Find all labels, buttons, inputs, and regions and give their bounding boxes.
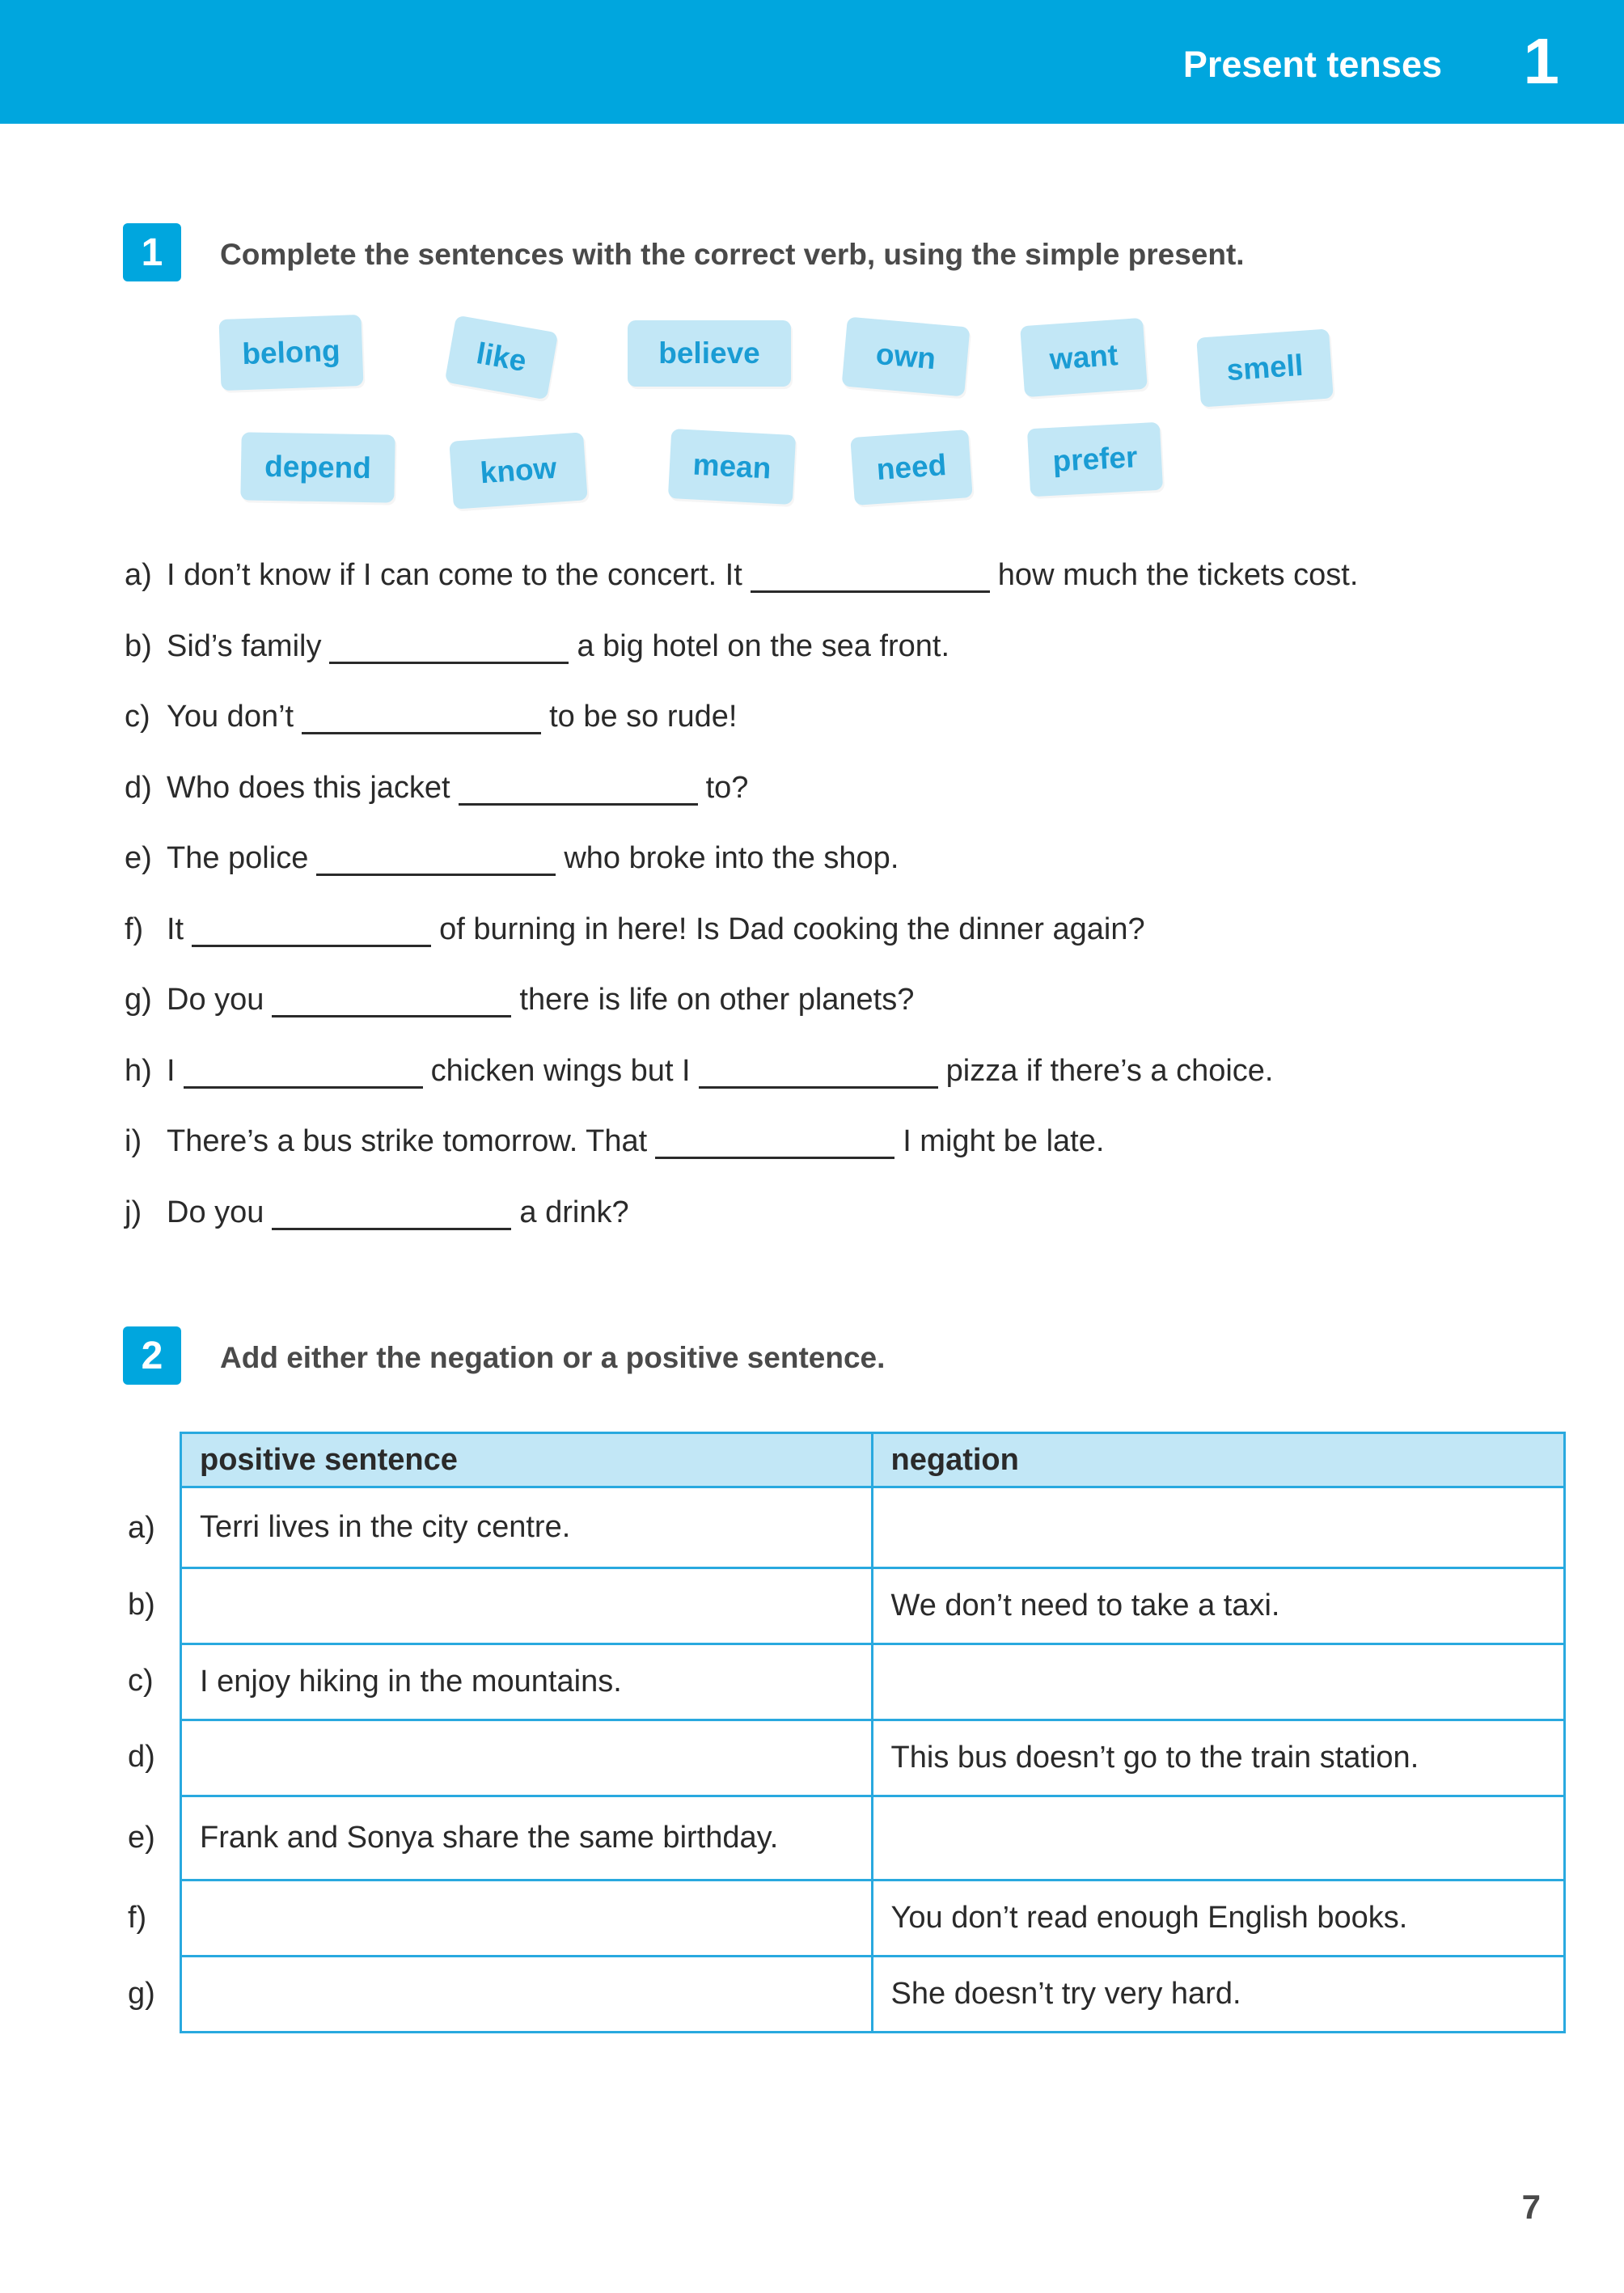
sentence-text: Do you [167, 1195, 264, 1229]
answer-blank[interactable] [272, 1199, 511, 1230]
sentence-text: The police [167, 841, 309, 875]
word-chip: like [445, 315, 559, 400]
sentence-text: I [167, 1054, 176, 1088]
sentence-item [125, 558, 1358, 593]
sentence-text: Do you [167, 983, 264, 1017]
row-label: f) [128, 1901, 147, 1935]
row-label: d) [128, 1740, 155, 1774]
answer-blank[interactable] [272, 986, 511, 1017]
sentence-text: Who does this jacket [167, 771, 450, 805]
word-chip: believe [628, 320, 791, 387]
word-chip: mean [668, 429, 796, 505]
negation-table [180, 1432, 1566, 2033]
sentence-text: how much the tickets cost. [997, 558, 1359, 592]
sentence-item [125, 983, 914, 1017]
word-chip: need [850, 429, 973, 506]
sentence-text: chicken wings but I [430, 1054, 691, 1088]
page-header [0, 0, 1624, 124]
negation-cell[interactable] [872, 1487, 1564, 1568]
sentence-text: there is life on other planets? [519, 983, 915, 1017]
item-label: e) [125, 841, 152, 875]
positive-cell[interactable]: I enjoy hiking in the mountains. [181, 1644, 873, 1720]
answer-blank[interactable] [192, 916, 431, 947]
item-label: j) [125, 1195, 142, 1229]
negation-cell[interactable] [872, 1796, 1564, 1881]
answer-blank[interactable] [316, 844, 556, 876]
sentence-text: You don’t [167, 700, 294, 734]
sentence-text: Sid’s family [167, 629, 322, 663]
positive-cell[interactable] [181, 1568, 873, 1644]
sentence-item [125, 912, 1145, 947]
sentence-text: of burning in here! Is Dad cooking the dinner again? [439, 912, 1145, 946]
item-label: d) [125, 771, 152, 805]
sentence-item [125, 1124, 1104, 1159]
item-label: i) [125, 1124, 142, 1158]
positive-cell[interactable]: Terri lives in the city centre. [181, 1487, 873, 1568]
positive-cell[interactable] [181, 1957, 873, 2033]
word-chip: smell [1196, 328, 1334, 407]
item-label: f) [125, 912, 144, 946]
row-label: a) [128, 1511, 155, 1545]
row-label: e) [128, 1821, 155, 1855]
sentence-text: who broke into the shop. [564, 841, 899, 875]
row-label: b) [128, 1588, 155, 1622]
table-row [181, 1796, 1565, 1881]
table-row [181, 1881, 1565, 1957]
table-row [181, 1487, 1565, 1568]
answer-blank[interactable] [699, 1057, 938, 1089]
table-header-row [181, 1433, 1565, 1487]
answer-blank[interactable] [329, 632, 569, 664]
sentence-item [125, 700, 737, 734]
answer-blank[interactable] [655, 1127, 894, 1159]
table-row [181, 1720, 1565, 1796]
exercise-1-badge: 1 [123, 223, 181, 281]
positive-cell[interactable] [181, 1720, 873, 1796]
item-label: h) [125, 1054, 152, 1088]
negation-cell[interactable]: We don’t need to take a taxi. [872, 1568, 1564, 1644]
word-chip: know [449, 432, 587, 509]
word-chip: want [1020, 318, 1148, 397]
sentence-text: a drink? [519, 1195, 629, 1229]
sentence-text: pizza if there’s a choice. [945, 1054, 1274, 1088]
column-header-positive: positive sentence [181, 1433, 873, 1487]
answer-blank[interactable] [459, 774, 698, 806]
table-row [181, 1568, 1565, 1644]
exercise-2-badge: 2 [123, 1326, 181, 1385]
answer-blank[interactable] [184, 1057, 423, 1089]
row-label: c) [128, 1664, 154, 1698]
row-label: g) [128, 1977, 155, 2011]
negation-cell[interactable]: She doesn’t try very hard. [872, 1957, 1564, 2033]
sentence-item [125, 841, 899, 876]
answer-blank[interactable] [751, 561, 990, 593]
table-row [181, 1957, 1565, 2033]
table-row [181, 1644, 1565, 1720]
sentence-text: It [167, 912, 184, 946]
word-chip: own [842, 317, 971, 397]
exercise-2-instruction: Add either the negation or a positive sentence. [220, 1341, 886, 1374]
sentence-text: to be so rude! [549, 700, 738, 734]
answer-blank[interactable] [302, 703, 541, 734]
word-chip: belong [219, 315, 364, 391]
positive-cell[interactable]: Frank and Sonya share the same birthday. [181, 1796, 873, 1881]
page-number: 7 [1521, 2188, 1541, 2226]
sentence-item [125, 1195, 629, 1230]
exercise-1-instruction: Complete the sentences with the correct verb, using the simple present. [220, 238, 1245, 271]
sentence-text: a big hotel on the sea front. [577, 629, 950, 663]
negation-cell[interactable]: This bus doesn’t go to the train station. [872, 1720, 1564, 1796]
item-label: a) [125, 558, 152, 592]
unit-title: Present tenses [1182, 44, 1442, 85]
item-label: g) [125, 983, 152, 1017]
sentence-text: There’s a bus strike tomorrow. That [167, 1124, 648, 1158]
negation-cell[interactable] [872, 1644, 1564, 1720]
sentence-text: I don’t know if I can come to the concert. It [167, 558, 742, 592]
word-chip: depend [240, 432, 395, 502]
word-chip: prefer [1027, 422, 1163, 497]
item-label: c) [125, 700, 150, 734]
positive-cell[interactable] [181, 1881, 873, 1957]
sentence-text: I might be late. [903, 1124, 1105, 1158]
sentence-item [125, 1054, 1273, 1089]
item-label: b) [125, 629, 152, 663]
sentence-item [125, 771, 748, 806]
negation-cell[interactable]: You don’t read enough English books. [872, 1881, 1564, 1957]
sentence-item [125, 629, 949, 664]
column-header-negation: negation [872, 1433, 1564, 1487]
chapter-number: 1 [1523, 25, 1559, 97]
sentence-text: to? [705, 771, 749, 805]
